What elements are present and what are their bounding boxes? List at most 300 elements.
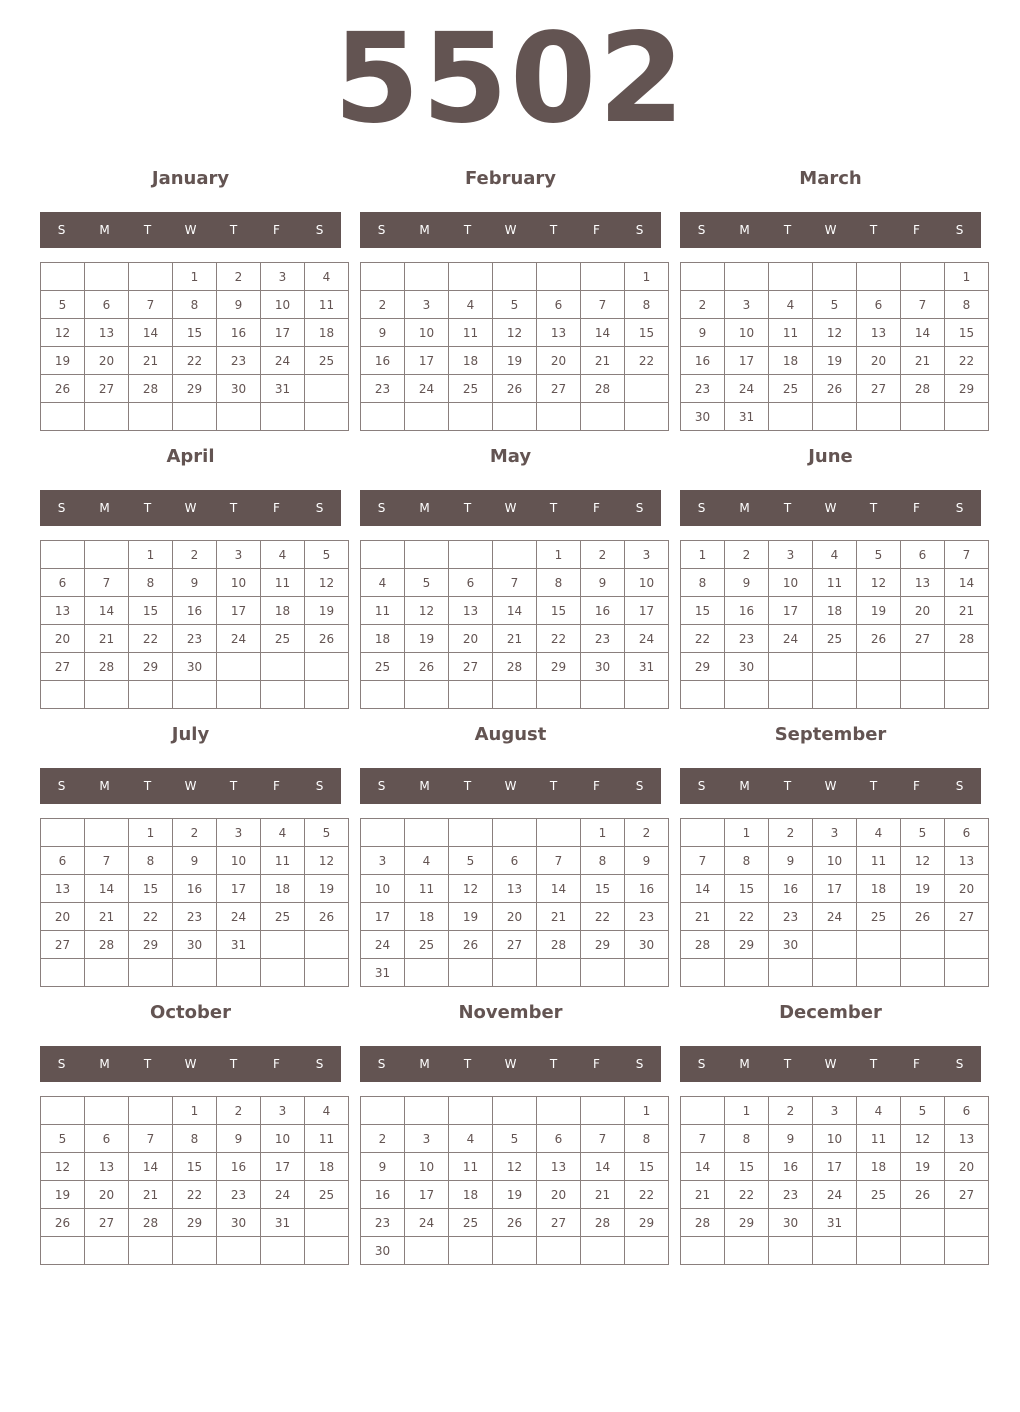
month-february <box>360 160 661 430</box>
day-cell: 22 <box>173 1181 217 1209</box>
day-cell: 5 <box>449 847 493 875</box>
day-cell: 4 <box>305 1097 349 1125</box>
day-cell: 2 <box>217 263 261 291</box>
week-row <box>681 875 989 903</box>
day-cell: 9 <box>173 569 217 597</box>
day-cell: 12 <box>493 1153 537 1181</box>
day-cell: 17 <box>625 597 669 625</box>
day-cell: 25 <box>857 903 901 931</box>
day-cell: 11 <box>857 1125 901 1153</box>
day-cell: 13 <box>41 597 85 625</box>
empty-cell <box>681 681 725 709</box>
month-december <box>680 994 981 1264</box>
week-row <box>361 959 669 987</box>
day-cell: 25 <box>449 1209 493 1237</box>
day-cell: 10 <box>405 319 449 347</box>
day-cell: 21 <box>581 1181 625 1209</box>
empty-cell <box>901 959 945 987</box>
day-cell: 6 <box>901 541 945 569</box>
weekday-label: S <box>377 223 386 237</box>
empty-cell <box>493 403 537 431</box>
day-cell: 14 <box>681 875 725 903</box>
day-cell: 8 <box>173 1125 217 1153</box>
day-cell: 18 <box>305 319 349 347</box>
day-cell: 26 <box>305 625 349 653</box>
empty-cell <box>173 403 217 431</box>
day-cell: 28 <box>493 653 537 681</box>
day-cell: 22 <box>725 903 769 931</box>
weekday-label: T <box>869 779 878 793</box>
empty-cell <box>625 959 669 987</box>
week-row <box>361 903 669 931</box>
day-cell: 13 <box>85 319 129 347</box>
week-row <box>41 653 349 681</box>
day-cell: 20 <box>901 597 945 625</box>
day-cell: 3 <box>405 1125 449 1153</box>
day-cell: 24 <box>261 347 305 375</box>
day-cell: 29 <box>945 375 989 403</box>
day-cell: 13 <box>85 1153 129 1181</box>
day-cell: 27 <box>945 1181 989 1209</box>
day-cell: 20 <box>85 347 129 375</box>
week-row <box>361 1209 669 1237</box>
day-cell: 8 <box>625 291 669 319</box>
day-cell: 19 <box>305 875 349 903</box>
empty-cell <box>813 1237 857 1265</box>
day-cell: 16 <box>361 1181 405 1209</box>
day-cell: 22 <box>945 347 989 375</box>
empty-cell <box>85 819 129 847</box>
empty-cell <box>537 1237 581 1265</box>
empty-cell <box>857 1237 901 1265</box>
empty-cell <box>537 403 581 431</box>
day-cell: 8 <box>625 1125 669 1153</box>
day-cell: 30 <box>361 1237 405 1265</box>
day-cell: 20 <box>85 1181 129 1209</box>
day-cell: 6 <box>945 1097 989 1125</box>
day-cell: 18 <box>449 1181 493 1209</box>
weekday-header <box>40 1046 341 1082</box>
day-cell: 21 <box>681 1181 725 1209</box>
weekday-label: M <box>99 1057 110 1071</box>
month-november <box>360 994 661 1264</box>
day-cell: 6 <box>85 1125 129 1153</box>
day-cell: 15 <box>173 319 217 347</box>
week-row <box>681 403 989 431</box>
day-cell: 22 <box>173 347 217 375</box>
weekday-label: S <box>697 1057 706 1071</box>
day-cell: 5 <box>901 1097 945 1125</box>
empty-cell <box>901 1237 945 1265</box>
weekday-label: T <box>549 779 558 793</box>
day-cell: 28 <box>537 931 581 959</box>
day-cell: 29 <box>129 653 173 681</box>
day-cell: 2 <box>581 541 625 569</box>
day-cell: 6 <box>85 291 129 319</box>
day-cell: 29 <box>581 931 625 959</box>
weekday-label: W <box>824 1057 837 1071</box>
week-row <box>41 1097 349 1125</box>
day-cell: 16 <box>173 597 217 625</box>
day-cell: 22 <box>129 625 173 653</box>
weekday-label: F <box>273 779 280 793</box>
empty-cell <box>305 375 349 403</box>
day-cell: 13 <box>945 1125 989 1153</box>
day-cell: 19 <box>41 347 85 375</box>
day-cell: 3 <box>769 541 813 569</box>
day-cell: 14 <box>681 1153 725 1181</box>
week-row <box>361 819 669 847</box>
weekday-header <box>40 768 341 804</box>
day-cell: 15 <box>581 875 625 903</box>
empty-cell <box>901 1209 945 1237</box>
day-cell: 22 <box>725 1181 769 1209</box>
day-cell: 13 <box>493 875 537 903</box>
day-cell: 6 <box>537 291 581 319</box>
day-cell: 16 <box>769 875 813 903</box>
day-cell: 26 <box>901 903 945 931</box>
empty-cell <box>945 931 989 959</box>
day-cell: 20 <box>449 625 493 653</box>
day-cell: 2 <box>361 1125 405 1153</box>
weekday-label: W <box>184 501 197 515</box>
weekday-label: S <box>697 501 706 515</box>
week-row <box>41 597 349 625</box>
weekday-label: T <box>229 779 238 793</box>
day-cell: 17 <box>405 347 449 375</box>
day-cell: 17 <box>725 347 769 375</box>
day-cell: 9 <box>173 847 217 875</box>
day-cell: 4 <box>261 541 305 569</box>
day-cell: 7 <box>681 847 725 875</box>
month-title: December <box>779 1002 882 1023</box>
day-cell: 28 <box>901 375 945 403</box>
empty-cell <box>305 653 349 681</box>
month-january <box>40 160 341 430</box>
empty-cell <box>173 1237 217 1265</box>
day-cell: 10 <box>625 569 669 597</box>
day-cell: 14 <box>493 597 537 625</box>
day-cell: 18 <box>305 1153 349 1181</box>
weekday-label: T <box>783 501 792 515</box>
day-cell: 29 <box>173 1209 217 1237</box>
day-cell: 20 <box>41 903 85 931</box>
day-cell: 12 <box>449 875 493 903</box>
day-cell: 4 <box>449 1125 493 1153</box>
day-cell: 11 <box>449 1153 493 1181</box>
empty-cell <box>581 403 625 431</box>
day-cell: 7 <box>537 847 581 875</box>
weekday-label: F <box>593 779 600 793</box>
empty-cell <box>405 1237 449 1265</box>
day-cell: 29 <box>537 653 581 681</box>
week-row <box>681 681 989 709</box>
week-row <box>41 375 349 403</box>
empty-cell <box>813 931 857 959</box>
day-cell: 19 <box>449 903 493 931</box>
empty-cell <box>681 1097 725 1125</box>
day-cell: 25 <box>261 903 305 931</box>
empty-cell <box>857 263 901 291</box>
weekday-header <box>680 490 981 526</box>
day-cell: 16 <box>217 1153 261 1181</box>
day-grid <box>680 540 989 709</box>
day-cell: 24 <box>625 625 669 653</box>
day-cell: 11 <box>261 847 305 875</box>
empty-cell <box>493 819 537 847</box>
day-cell: 13 <box>537 319 581 347</box>
week-row <box>361 541 669 569</box>
empty-cell <box>901 681 945 709</box>
week-row <box>681 1153 989 1181</box>
day-cell: 19 <box>901 875 945 903</box>
empty-cell <box>129 263 173 291</box>
day-cell: 31 <box>725 403 769 431</box>
month-title: October <box>150 1002 231 1023</box>
week-row <box>681 1097 989 1125</box>
day-cell: 16 <box>581 597 625 625</box>
week-row <box>41 319 349 347</box>
day-cell: 13 <box>449 597 493 625</box>
empty-cell <box>129 681 173 709</box>
day-cell: 5 <box>857 541 901 569</box>
weekday-label: F <box>913 1057 920 1071</box>
week-row <box>41 347 349 375</box>
month-title: February <box>464 168 557 189</box>
day-cell: 18 <box>813 597 857 625</box>
empty-cell <box>129 1097 173 1125</box>
weekday-label: T <box>869 501 878 515</box>
empty-cell <box>537 1097 581 1125</box>
day-cell: 28 <box>681 1209 725 1237</box>
empty-cell <box>217 403 261 431</box>
day-cell: 4 <box>813 541 857 569</box>
weekday-label: W <box>504 1057 517 1071</box>
weekday-label: S <box>697 223 706 237</box>
day-cell: 24 <box>217 625 261 653</box>
weekday-label: S <box>377 501 386 515</box>
week-row <box>41 875 349 903</box>
day-cell: 7 <box>85 569 129 597</box>
empty-cell <box>493 681 537 709</box>
empty-cell <box>537 681 581 709</box>
day-cell: 18 <box>261 875 305 903</box>
day-cell: 21 <box>537 903 581 931</box>
day-cell: 28 <box>581 375 625 403</box>
day-cell: 1 <box>537 541 581 569</box>
empty-cell <box>217 653 261 681</box>
day-cell: 2 <box>769 1097 813 1125</box>
day-cell: 17 <box>813 875 857 903</box>
day-cell: 8 <box>945 291 989 319</box>
day-cell: 2 <box>173 819 217 847</box>
empty-cell <box>361 541 405 569</box>
weekday-label: T <box>229 1057 238 1071</box>
empty-cell <box>625 375 669 403</box>
empty-cell <box>85 541 129 569</box>
day-cell: 5 <box>41 1125 85 1153</box>
day-cell: 26 <box>449 931 493 959</box>
week-row <box>681 1181 989 1209</box>
day-cell: 18 <box>769 347 813 375</box>
day-cell: 23 <box>769 903 813 931</box>
day-cell: 27 <box>493 931 537 959</box>
week-row <box>41 847 349 875</box>
weekday-label: F <box>913 779 920 793</box>
day-cell: 25 <box>405 931 449 959</box>
day-cell: 8 <box>725 1125 769 1153</box>
empty-cell <box>305 403 349 431</box>
day-cell: 30 <box>769 931 813 959</box>
empty-cell <box>449 1097 493 1125</box>
week-row <box>41 1153 349 1181</box>
weekday-label: T <box>229 223 238 237</box>
day-cell: 30 <box>173 931 217 959</box>
day-cell: 25 <box>813 625 857 653</box>
empty-cell <box>581 263 625 291</box>
empty-cell <box>261 1237 305 1265</box>
day-cell: 27 <box>41 653 85 681</box>
day-cell: 17 <box>405 1181 449 1209</box>
day-cell: 20 <box>537 1181 581 1209</box>
empty-cell <box>173 959 217 987</box>
day-cell: 5 <box>305 541 349 569</box>
week-row <box>681 1125 989 1153</box>
weekday-label: T <box>549 223 558 237</box>
day-cell: 20 <box>945 1153 989 1181</box>
weekday-label: T <box>463 223 472 237</box>
day-cell: 27 <box>945 903 989 931</box>
day-cell: 8 <box>173 291 217 319</box>
weekday-label: W <box>824 779 837 793</box>
day-cell: 31 <box>361 959 405 987</box>
day-cell: 14 <box>85 875 129 903</box>
empty-cell <box>813 263 857 291</box>
day-cell: 1 <box>581 819 625 847</box>
day-cell: 16 <box>625 875 669 903</box>
empty-cell <box>901 653 945 681</box>
day-cell: 20 <box>857 347 901 375</box>
weekday-label: T <box>549 1057 558 1071</box>
empty-cell <box>901 403 945 431</box>
day-cell: 9 <box>217 1125 261 1153</box>
day-cell: 17 <box>361 903 405 931</box>
empty-cell <box>305 681 349 709</box>
day-cell: 27 <box>85 1209 129 1237</box>
empty-cell <box>405 819 449 847</box>
day-cell: 10 <box>261 1125 305 1153</box>
week-row <box>361 1153 669 1181</box>
day-cell: 20 <box>41 625 85 653</box>
weekday-label: T <box>463 779 472 793</box>
day-cell: 14 <box>581 1153 625 1181</box>
day-cell: 27 <box>537 1209 581 1237</box>
day-cell: 6 <box>493 847 537 875</box>
weekday-label: T <box>143 779 152 793</box>
day-cell: 23 <box>361 375 405 403</box>
week-row <box>361 625 669 653</box>
weekday-label: T <box>549 501 558 515</box>
weekday-label: M <box>739 223 750 237</box>
day-cell: 28 <box>129 1209 173 1237</box>
day-cell: 14 <box>129 319 173 347</box>
month-title: September <box>774 724 887 745</box>
weekday-label: W <box>824 501 837 515</box>
month-title: March <box>799 168 862 189</box>
day-cell: 9 <box>361 319 405 347</box>
week-row <box>681 653 989 681</box>
weekday-label: T <box>143 223 152 237</box>
empty-cell <box>537 263 581 291</box>
week-row <box>681 597 989 625</box>
day-cell: 8 <box>581 847 625 875</box>
day-cell: 11 <box>449 319 493 347</box>
day-cell: 25 <box>361 653 405 681</box>
day-cell: 28 <box>581 1209 625 1237</box>
day-cell: 24 <box>405 375 449 403</box>
month-may <box>360 438 661 708</box>
day-cell: 8 <box>129 847 173 875</box>
day-cell: 21 <box>85 625 129 653</box>
day-cell: 5 <box>305 819 349 847</box>
weekday-label: M <box>419 779 430 793</box>
day-cell: 19 <box>493 347 537 375</box>
empty-cell <box>681 263 725 291</box>
day-cell: 26 <box>813 375 857 403</box>
day-cell: 15 <box>173 1153 217 1181</box>
empty-cell <box>769 403 813 431</box>
day-cell: 3 <box>405 291 449 319</box>
day-cell: 3 <box>625 541 669 569</box>
day-cell: 7 <box>945 541 989 569</box>
day-cell: 16 <box>769 1153 813 1181</box>
day-cell: 15 <box>625 1153 669 1181</box>
day-cell: 22 <box>581 903 625 931</box>
weekday-label: T <box>869 1057 878 1071</box>
week-row <box>681 319 989 347</box>
week-row <box>361 681 669 709</box>
week-row <box>41 681 349 709</box>
day-cell: 4 <box>449 291 493 319</box>
month-title: June <box>808 446 853 467</box>
day-cell: 2 <box>173 541 217 569</box>
empty-cell <box>85 1237 129 1265</box>
day-cell: 10 <box>405 1153 449 1181</box>
empty-cell <box>945 1209 989 1237</box>
weekday-label: S <box>635 779 644 793</box>
day-cell: 30 <box>173 653 217 681</box>
weekday-label: S <box>315 779 324 793</box>
day-cell: 15 <box>625 319 669 347</box>
day-cell: 23 <box>173 903 217 931</box>
day-cell: 10 <box>261 291 305 319</box>
empty-cell <box>769 681 813 709</box>
week-row <box>361 1125 669 1153</box>
weekday-label: T <box>143 1057 152 1071</box>
empty-cell <box>449 819 493 847</box>
day-cell: 12 <box>305 847 349 875</box>
weekday-label: S <box>955 779 964 793</box>
day-cell: 10 <box>769 569 813 597</box>
empty-cell <box>857 931 901 959</box>
empty-cell <box>857 681 901 709</box>
day-cell: 9 <box>681 319 725 347</box>
weekday-label: T <box>463 1057 472 1071</box>
empty-cell <box>681 959 725 987</box>
day-cell: 8 <box>725 847 769 875</box>
day-cell: 14 <box>901 319 945 347</box>
weekday-label: M <box>739 779 750 793</box>
